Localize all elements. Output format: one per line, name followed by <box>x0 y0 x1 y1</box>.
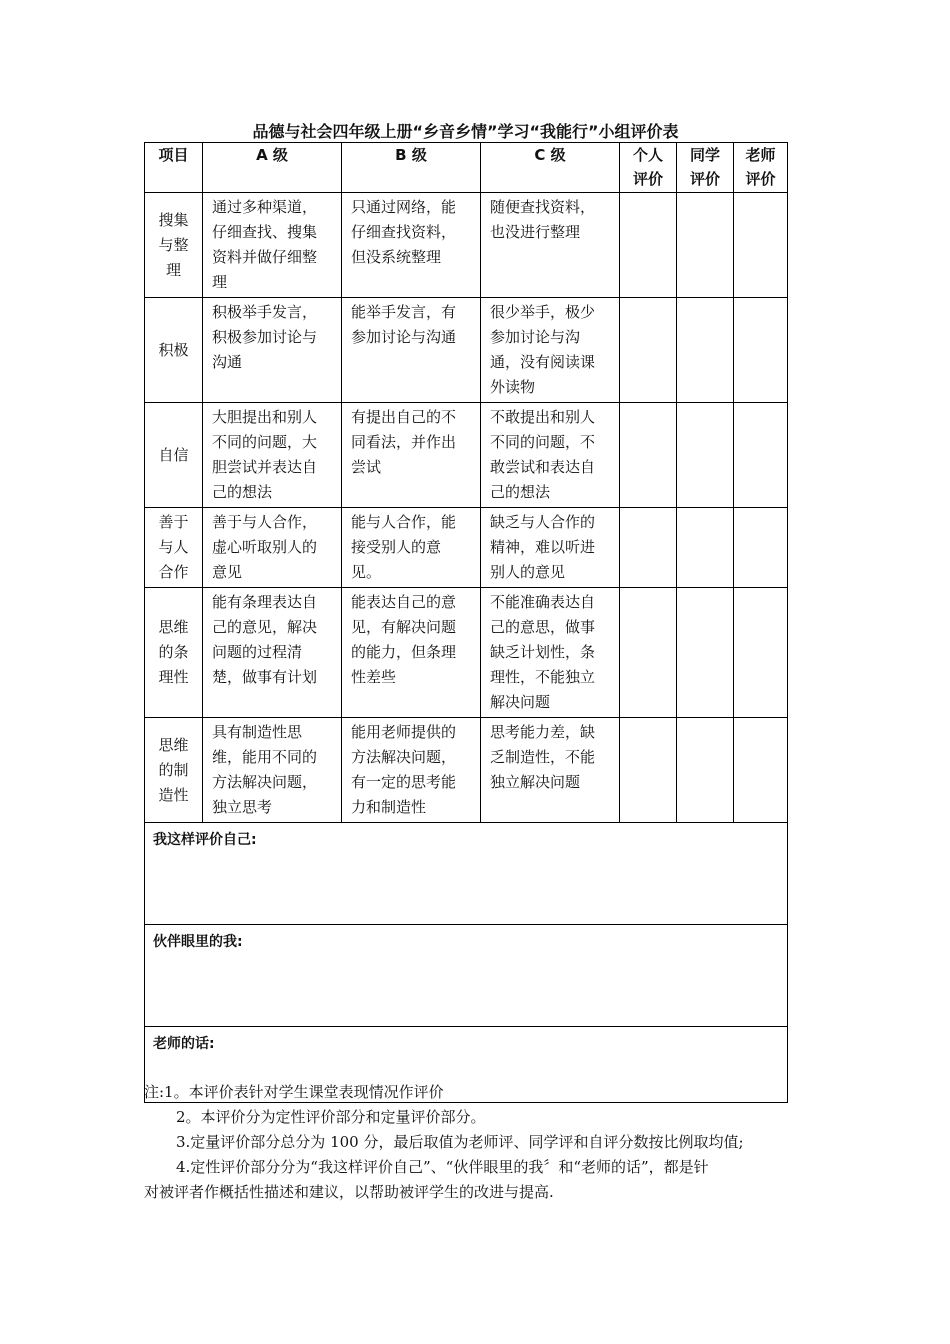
c-level-desc-line: 随便查找资料， <box>490 198 596 216</box>
evaluation-table <box>144 142 788 1103</box>
c-level-desc-line: 很少举手，极少 <box>490 303 596 321</box>
criterion-name-line: 思维 <box>158 618 189 636</box>
peer-eval-cell[interactable] <box>677 403 734 508</box>
a-level-desc <box>203 718 342 823</box>
c-level-desc-line: 敢尝试和表达自 <box>490 458 596 476</box>
note-line: 2。本评价分为定性评价部分和定量评价部分。 <box>176 1108 486 1126</box>
b-level-desc-line: 的能力，但条理 <box>351 643 457 661</box>
b-level-desc-line: 但没系统整理 <box>351 248 442 266</box>
c-level-desc-line: 参加讨论与沟 <box>490 328 581 346</box>
a-level-desc-line: 维，能用不同的 <box>212 748 318 766</box>
a-level-desc-line: 善于与人合作， <box>212 513 318 531</box>
header-teacher-eval <box>734 143 788 193</box>
b-level-desc-line: 只通过网络，能 <box>351 198 457 216</box>
a-level-desc-line: 具有制造性思 <box>212 723 303 741</box>
teacher-eval-cell[interactable] <box>734 718 788 823</box>
self-comment-box[interactable] <box>145 823 788 925</box>
c-level-desc <box>481 298 620 403</box>
c-level-desc-line: 也没进行整理 <box>490 223 581 241</box>
note-line: 3.定量评价部分总分为 100 分，最后取值为老师评、同学评和自评分数按比例取均值; <box>176 1133 744 1151</box>
a-level-desc-line: 意见 <box>212 563 243 581</box>
criterion-name <box>145 588 203 718</box>
criterion-row <box>145 298 788 403</box>
c-level-desc-line: 不敢提出和别人 <box>490 408 596 426</box>
a-level-desc <box>203 508 342 588</box>
teacher-eval-cell[interactable] <box>734 403 788 508</box>
peer-eval-cell[interactable] <box>677 298 734 403</box>
header-row <box>145 143 788 193</box>
c-level-desc-line: 己的意思，做事 <box>490 618 596 636</box>
c-level-desc <box>481 718 620 823</box>
teacher-eval-cell[interactable] <box>734 508 788 588</box>
criterion-name-line: 的条 <box>158 643 189 661</box>
c-level-desc-line: 不能准确表达自 <box>490 593 596 611</box>
criterion-name-line: 自信 <box>158 445 189 464</box>
peer-eval-cell[interactable] <box>677 193 734 298</box>
a-level-desc-line: 不同的问题，大 <box>212 433 318 451</box>
c-level-desc-line: 缺乏计划性，条 <box>490 643 596 661</box>
a-level-desc <box>203 403 342 508</box>
c-level-desc-line: 缺乏与人合作的 <box>490 513 596 531</box>
c-level-desc-line: 外读物 <box>490 378 536 396</box>
teacher-eval-cell[interactable] <box>734 588 788 718</box>
b-level-desc-line: 见，有解决问题 <box>351 618 457 636</box>
criterion-row <box>145 718 788 823</box>
a-level-desc-line: 积极举手发言， <box>212 303 318 321</box>
c-level-desc <box>481 193 620 298</box>
b-level-desc-line: 尝试 <box>351 458 382 476</box>
criterion-name-line: 积极 <box>158 340 189 359</box>
a-level-desc <box>203 193 342 298</box>
b-level-desc <box>342 718 481 823</box>
a-level-desc-line: 理 <box>212 273 228 291</box>
criterion-name <box>145 508 203 588</box>
b-level-desc-line: 接受别人的意 <box>351 538 442 556</box>
a-level-desc-line: 大胆提出和别人 <box>212 408 318 426</box>
peer-eval-cell[interactable] <box>677 588 734 718</box>
a-level-desc-line: 资料并做仔细整 <box>212 248 318 266</box>
b-level-desc <box>342 298 481 403</box>
self-eval-cell[interactable] <box>620 193 677 298</box>
b-level-desc-line: 能用老师提供的 <box>351 723 457 741</box>
b-level-desc <box>342 508 481 588</box>
c-level-desc-line: 理性，不能独立 <box>490 668 596 686</box>
c-level-desc-line: 通，没有阅读课 <box>490 353 596 371</box>
c-level-desc-line: 思考能力差，缺 <box>490 723 596 741</box>
b-level-desc-line: 同看法，并作出 <box>351 433 457 451</box>
b-level-desc-line: 有一定的思考能 <box>351 773 457 791</box>
note-line: 注:1。本评价表针对学生课堂表现情况作评价 <box>144 1083 444 1101</box>
b-level-desc <box>342 193 481 298</box>
a-level-desc-line: 己的意见，解决 <box>212 618 318 636</box>
self-eval-cell[interactable] <box>620 508 677 588</box>
b-level-desc-line: 见。 <box>351 563 382 581</box>
criterion-name-line: 理 <box>165 260 181 279</box>
header-self-line2: 评价 <box>632 170 663 188</box>
c-level-desc-line: 精神，难以听进 <box>490 538 596 556</box>
self-eval-cell[interactable] <box>620 588 677 718</box>
a-level-desc-line: 楚，做事有计划 <box>212 668 318 686</box>
a-level-desc-line: 独立思考 <box>212 798 273 816</box>
criterion-name-line: 善于 <box>158 513 189 531</box>
c-level-desc-line: 独立解决问题 <box>490 773 581 791</box>
header-a-level: A 级 <box>203 143 342 193</box>
criterion-name <box>145 403 203 508</box>
header-c-level: C 级 <box>481 143 620 193</box>
criterion-name-line: 的制 <box>158 760 189 779</box>
notes <box>144 1080 807 1205</box>
page-title: 品德与社会四年级上册“乡音乡情”学习“我能行”小组评价表 <box>252 122 679 141</box>
a-level-desc-line: 方法解决问题， <box>212 773 318 791</box>
header-peer-line1: 同学 <box>689 146 720 164</box>
a-level-desc <box>203 298 342 403</box>
a-level-desc-line: 己的想法 <box>212 483 273 501</box>
c-level-desc <box>481 403 620 508</box>
header-item: 项目 <box>145 143 203 193</box>
b-level-desc-line: 能举手发言，有 <box>351 303 457 321</box>
self-comment-label: 我这样评价自己: <box>153 832 257 848</box>
criterion-name-line: 思维 <box>158 735 189 754</box>
peer-comment-row <box>145 925 788 1027</box>
criterion-name-line: 与人 <box>158 538 189 556</box>
b-level-desc-line: 能表达自己的意 <box>351 593 457 611</box>
b-level-desc <box>342 588 481 718</box>
c-level-desc-line: 乏制造性，不能 <box>490 748 596 766</box>
criterion-name-line: 理性 <box>158 668 189 686</box>
b-level-desc-line: 性差些 <box>351 668 397 686</box>
teacher-eval-cell[interactable] <box>734 193 788 298</box>
a-level-desc-line: 虚心听取别人的 <box>212 538 318 556</box>
criterion-name-line: 搜集 <box>158 210 189 229</box>
b-level-desc-line: 方法解决问题， <box>351 748 457 766</box>
c-level-desc-line: 别人的意见 <box>490 563 566 581</box>
a-level-desc-line: 沟通 <box>212 353 243 371</box>
criterion-name-line: 合作 <box>158 563 189 581</box>
note-line: 对被评者作概括性描述和建议，以帮助被评学生的改进与提高. <box>144 1183 554 1201</box>
c-level-desc-line: 己的想法 <box>490 483 551 501</box>
b-level-desc-line: 参加讨论与沟通 <box>351 328 457 346</box>
peer-eval-cell[interactable] <box>677 508 734 588</box>
a-level-desc-line: 积极参加讨论与 <box>212 328 318 346</box>
criterion-row <box>145 588 788 718</box>
header-peer-line2: 评价 <box>689 170 720 188</box>
b-level-desc-line: 力和制造性 <box>351 798 427 816</box>
self-comment-row <box>145 823 788 925</box>
self-eval-cell[interactable] <box>620 718 677 823</box>
c-level-desc-line: 不同的问题，不 <box>490 433 596 451</box>
a-level-desc-line: 问题的过程清 <box>212 643 303 661</box>
b-level-desc-line: 能与人合作，能 <box>351 513 457 531</box>
teacher-eval-cell[interactable] <box>734 298 788 403</box>
header-teacher-line1: 老师 <box>745 146 776 164</box>
self-eval-cell[interactable] <box>620 403 677 508</box>
criterion-name <box>145 718 203 823</box>
a-level-desc-line: 能有条理表达自 <box>212 593 318 611</box>
a-level-desc <box>203 588 342 718</box>
criterion-name-line: 与整 <box>158 235 189 254</box>
note-line: 4.定性评价部分分为“我这样评价自己”、“伙伴眼里的我〞和“老师的话”，都是针 <box>176 1158 709 1176</box>
header-self-eval <box>620 143 677 193</box>
self-eval-cell[interactable] <box>620 298 677 403</box>
header-b-level: B 级 <box>342 143 481 193</box>
b-level-desc-line: 有提出自己的不 <box>351 408 457 426</box>
b-level-desc <box>342 403 481 508</box>
teacher-comment-label: 老师的话: <box>153 1036 215 1052</box>
criterion-name-line: 造性 <box>158 785 189 804</box>
peer-comment-label: 伙伴眼里的我: <box>153 934 243 950</box>
c-level-desc <box>481 508 620 588</box>
header-peer-eval <box>677 143 734 193</box>
c-level-desc <box>481 588 620 718</box>
c-level-desc-line: 解决问题 <box>490 693 551 711</box>
header-teacher-line2: 评价 <box>745 170 776 188</box>
criterion-name <box>145 193 203 298</box>
criterion-row <box>145 193 788 298</box>
a-level-desc-line: 胆尝试并表达自 <box>212 458 318 476</box>
a-level-desc-line: 通过多种渠道， <box>212 198 318 216</box>
criterion-row <box>145 403 788 508</box>
header-self-line1: 个人 <box>632 146 663 164</box>
criterion-name <box>145 298 203 403</box>
peer-eval-cell[interactable] <box>677 718 734 823</box>
b-level-desc-line: 仔细查找资料， <box>351 223 457 241</box>
criterion-row <box>145 508 788 588</box>
peer-comment-box[interactable] <box>145 925 788 1027</box>
a-level-desc-line: 仔细查找、搜集 <box>212 223 318 241</box>
